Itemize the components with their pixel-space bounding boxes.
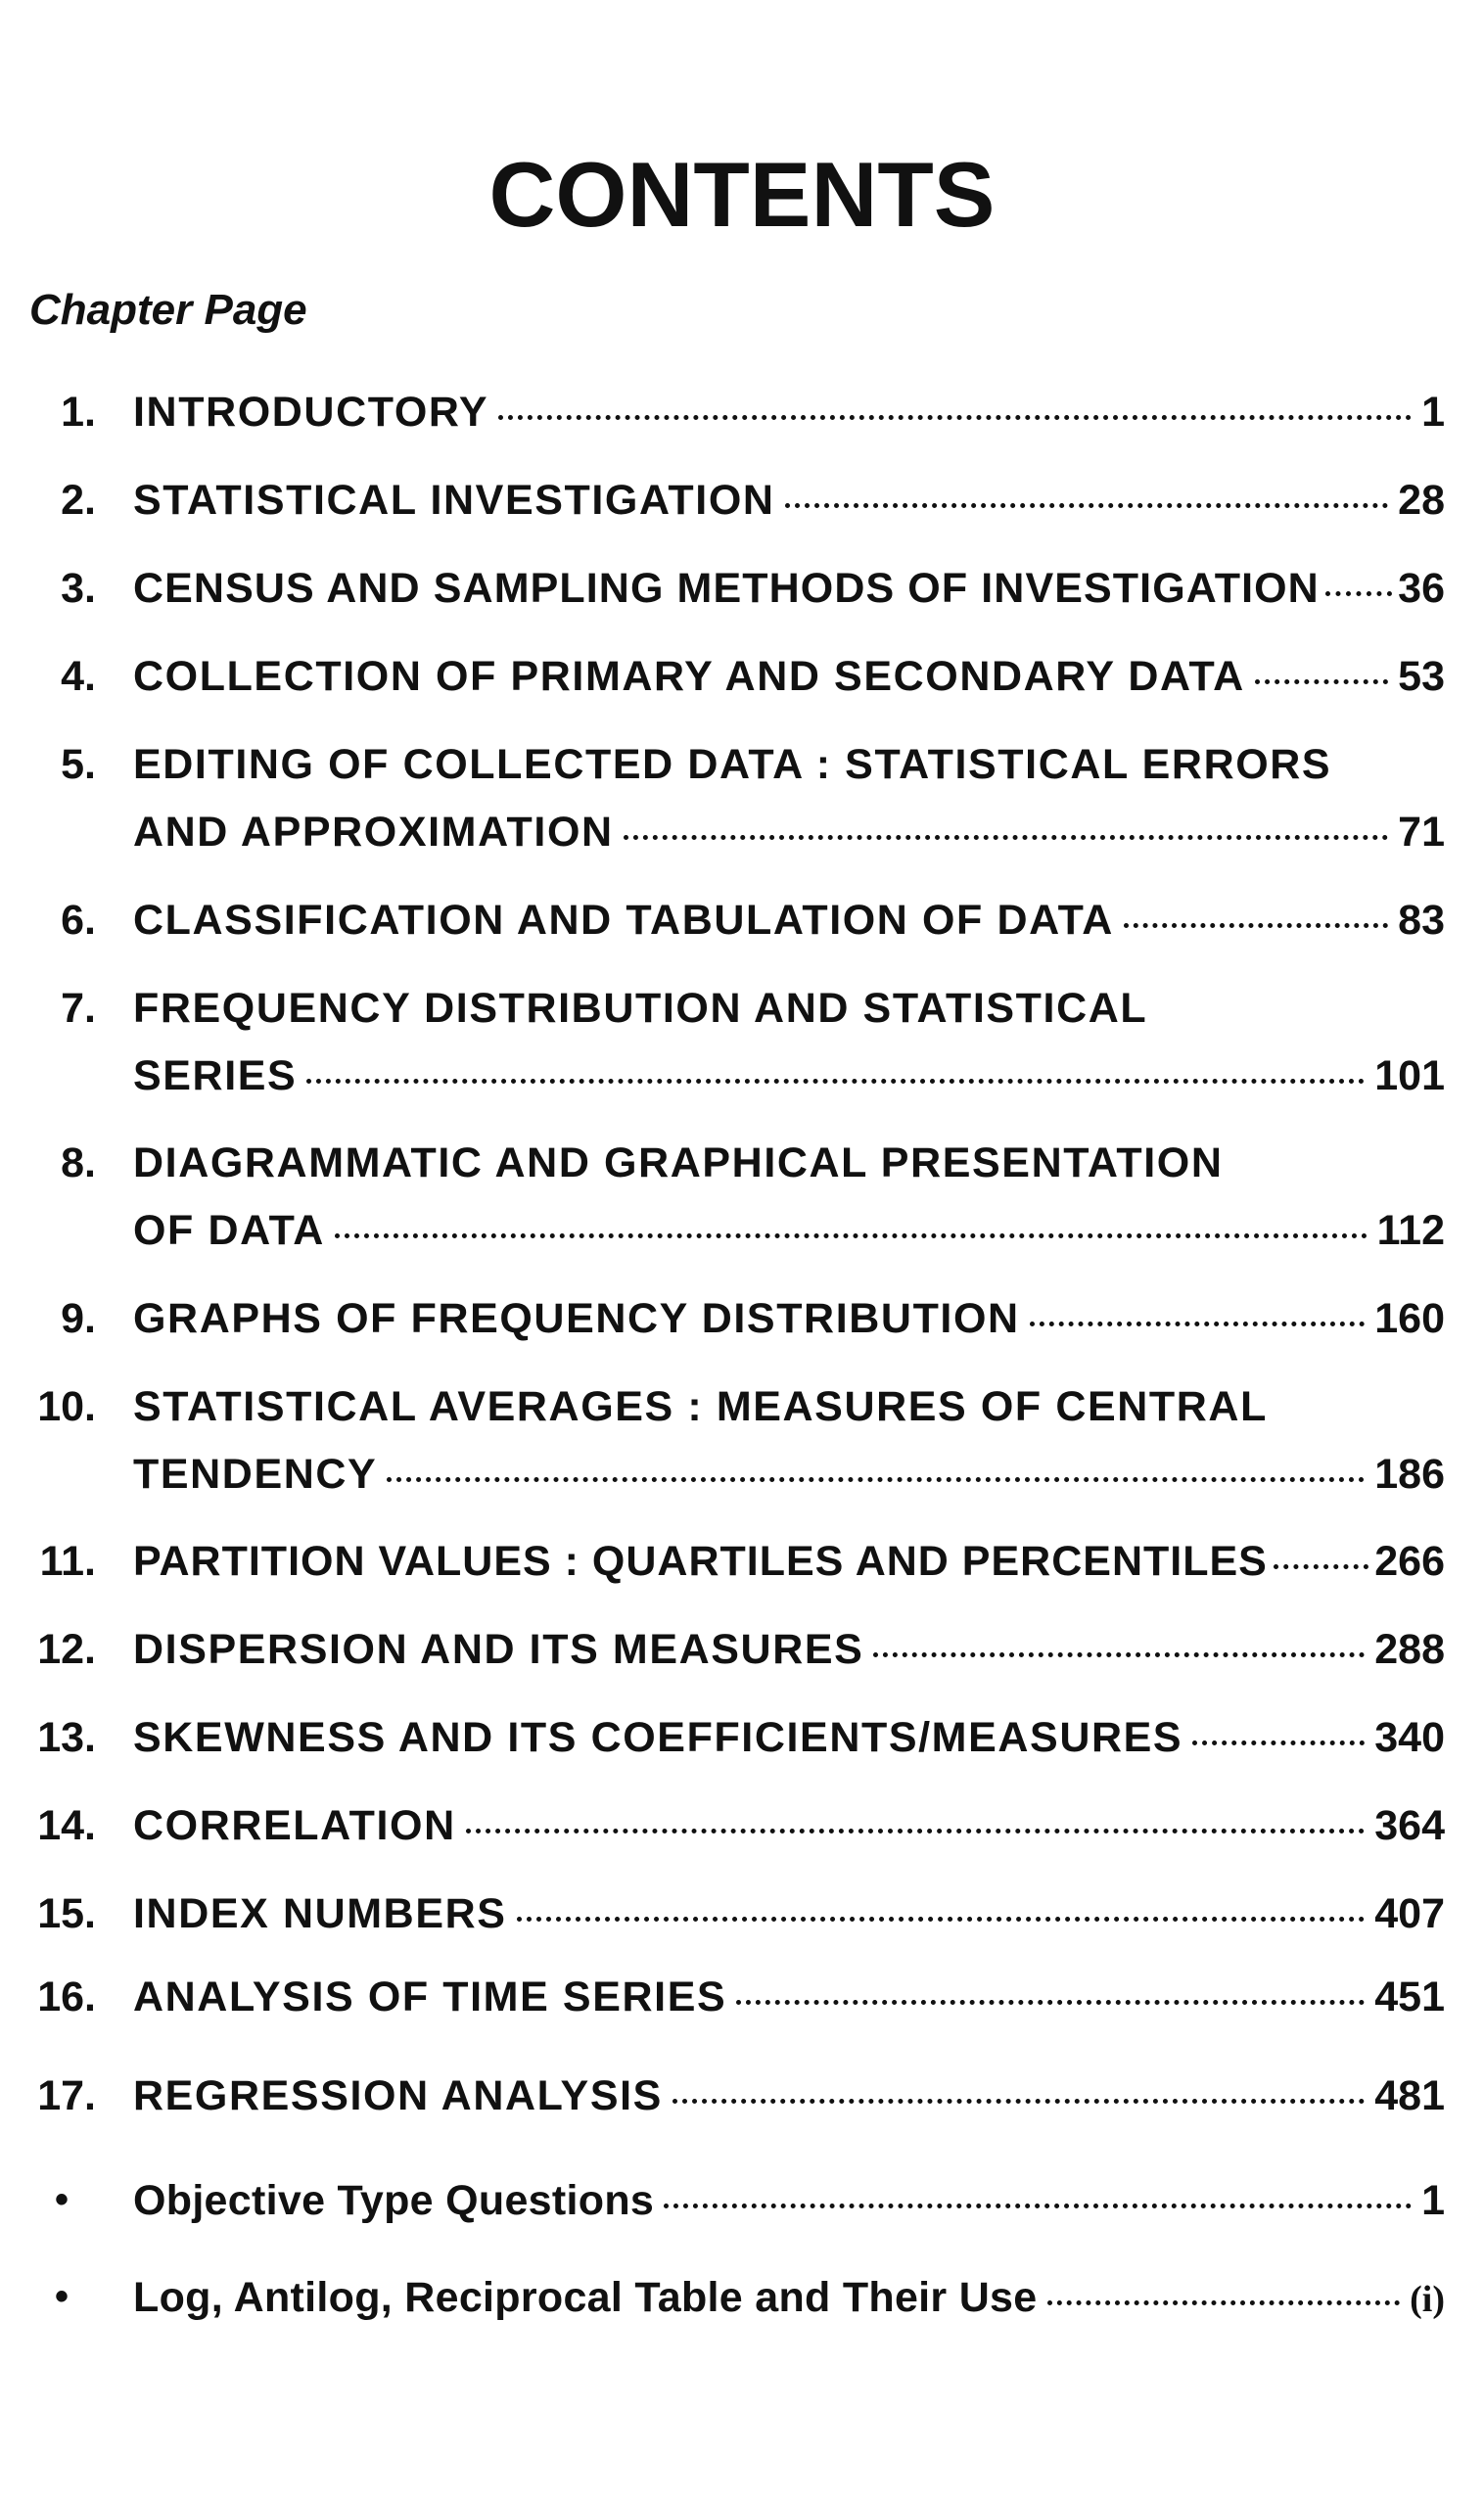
chapter-number: 15.: [37, 1890, 96, 1937]
chapter-title: INTRODUCTORY: [133, 389, 489, 436]
dot-leader: [664, 2204, 1412, 2208]
chapter-title: SKEWNESS AND ITS COEFFICIENTS/MEASURES: [133, 1714, 1183, 1761]
page-number: 481: [1374, 2072, 1445, 2119]
chapter-number: 6.: [61, 897, 96, 944]
column-header: Chapter Page: [29, 286, 307, 334]
chapter-title-line1: DIAGRAMMATIC AND GRAPHICAL PRESENTATION: [133, 1139, 1224, 1186]
chapter-title: GRAPHS OF FREQUENCY DISTRIBUTION: [133, 1295, 1020, 1342]
chapter-number: 3.: [61, 565, 96, 612]
chapter-title: CORRELATION: [133, 1802, 456, 1849]
chapter-number: 5.: [61, 741, 96, 788]
chapter-number: 17.: [37, 2072, 96, 2119]
chapter-title: CLASSIFICATION AND TABULATION OF DATA: [133, 897, 1114, 944]
page-number: 160: [1374, 1295, 1445, 1342]
page-number: 101: [1374, 1052, 1445, 1099]
chapter-number: 2.: [61, 477, 96, 524]
dot-leader: [1030, 1322, 1366, 1326]
chapter-number: 9.: [61, 1295, 96, 1342]
dot-leader: [1192, 1740, 1365, 1745]
chapter-title: STATISTICAL INVESTIGATION: [133, 477, 775, 524]
chapter-title: REGRESSION ANALYSIS: [133, 2072, 663, 2119]
page-number: 266: [1374, 1538, 1445, 1585]
chapter-number: 4.: [61, 653, 96, 700]
dot-leader: [387, 1477, 1365, 1482]
chapter-title-line1: FREQUENCY DISTRIBUTION AND STATISTICAL: [133, 985, 1148, 1032]
chapter-number: 7.: [61, 985, 96, 1032]
page-number: 451: [1374, 1973, 1445, 2020]
chapter-title: TENDENCY: [133, 1451, 378, 1498]
bullet-icon: •: [55, 2178, 70, 2221]
chapter-number: 1.: [61, 389, 96, 436]
page-number: 28: [1398, 477, 1445, 524]
dot-leader: [306, 1079, 1365, 1084]
chapter-title: CENSUS AND SAMPLING METHODS OF INVESTIGATION: [133, 565, 1320, 612]
chapter-number: 13.: [37, 1714, 96, 1761]
dot-leader: [624, 835, 1389, 840]
chapter-title: PARTITION VALUES : QUARTILES AND PERCENTILES: [133, 1538, 1268, 1585]
chapter-title: COLLECTION OF PRIMARY AND SECONDARY DATA: [133, 653, 1245, 700]
chapter-title: INDEX NUMBERS: [133, 1890, 507, 1937]
dot-leader: [785, 503, 1389, 508]
chapter-title: SERIES: [133, 1052, 298, 1099]
page-number: 288: [1374, 1626, 1445, 1673]
dot-leader: [1274, 1564, 1368, 1569]
dot-leader: [736, 2000, 1365, 2005]
page-title: CONTENTS: [488, 143, 996, 246]
chapter-title-line1: STATISTICAL AVERAGES : MEASURES OF CENTRAL: [133, 1383, 1268, 1430]
page-number: 1: [1421, 2177, 1445, 2224]
chapter-title-line1: EDITING OF COLLECTED DATA : STATISTICAL ERRORS: [133, 741, 1332, 788]
chapter-number: 8.: [61, 1139, 96, 1186]
page-number: 1: [1421, 389, 1445, 436]
dot-leader: [873, 1652, 1365, 1657]
bullet-icon: •: [55, 2275, 70, 2318]
chapter-number: 10.: [37, 1383, 96, 1430]
dot-leader: [335, 1233, 1368, 1238]
dot-leader: [1047, 2300, 1401, 2305]
dot-leader: [1124, 923, 1388, 928]
page-number: 407: [1374, 1890, 1445, 1937]
section-title: Objective Type Questions: [133, 2177, 655, 2224]
chapter-number: 11.: [39, 1538, 96, 1585]
dot-leader: [1325, 591, 1392, 596]
dot-leader: [672, 2099, 1365, 2104]
dot-leader: [517, 1917, 1366, 1922]
chapter-title: ANALYSIS OF TIME SERIES: [133, 1973, 727, 2020]
chapter-title: OF DATA: [133, 1207, 325, 1254]
dot-leader: [466, 1829, 1366, 1833]
page-number: 186: [1374, 1451, 1445, 1498]
page-number: 83: [1398, 897, 1445, 944]
chapter-title: AND APPROXIMATION: [133, 809, 614, 856]
section-title: Log, Antilog, Reciprocal Table and Their Use: [133, 2274, 1038, 2321]
page-number: 340: [1374, 1714, 1445, 1761]
page-number: 53: [1398, 653, 1445, 700]
page-number: 71: [1398, 809, 1445, 856]
chapter-number: 14.: [37, 1802, 96, 1849]
page-number: 112: [1376, 1207, 1445, 1254]
page-number: 36: [1398, 565, 1445, 612]
chapter-number: 16.: [37, 1973, 96, 2020]
chapter-title: DISPERSION AND ITS MEASURES: [133, 1626, 864, 1673]
dot-leader: [1255, 679, 1388, 684]
page-number: 364: [1374, 1802, 1445, 1849]
page-number: (i): [1410, 2279, 1445, 2320]
chapter-number: 12.: [37, 1626, 96, 1673]
dot-leader: [498, 415, 1412, 420]
